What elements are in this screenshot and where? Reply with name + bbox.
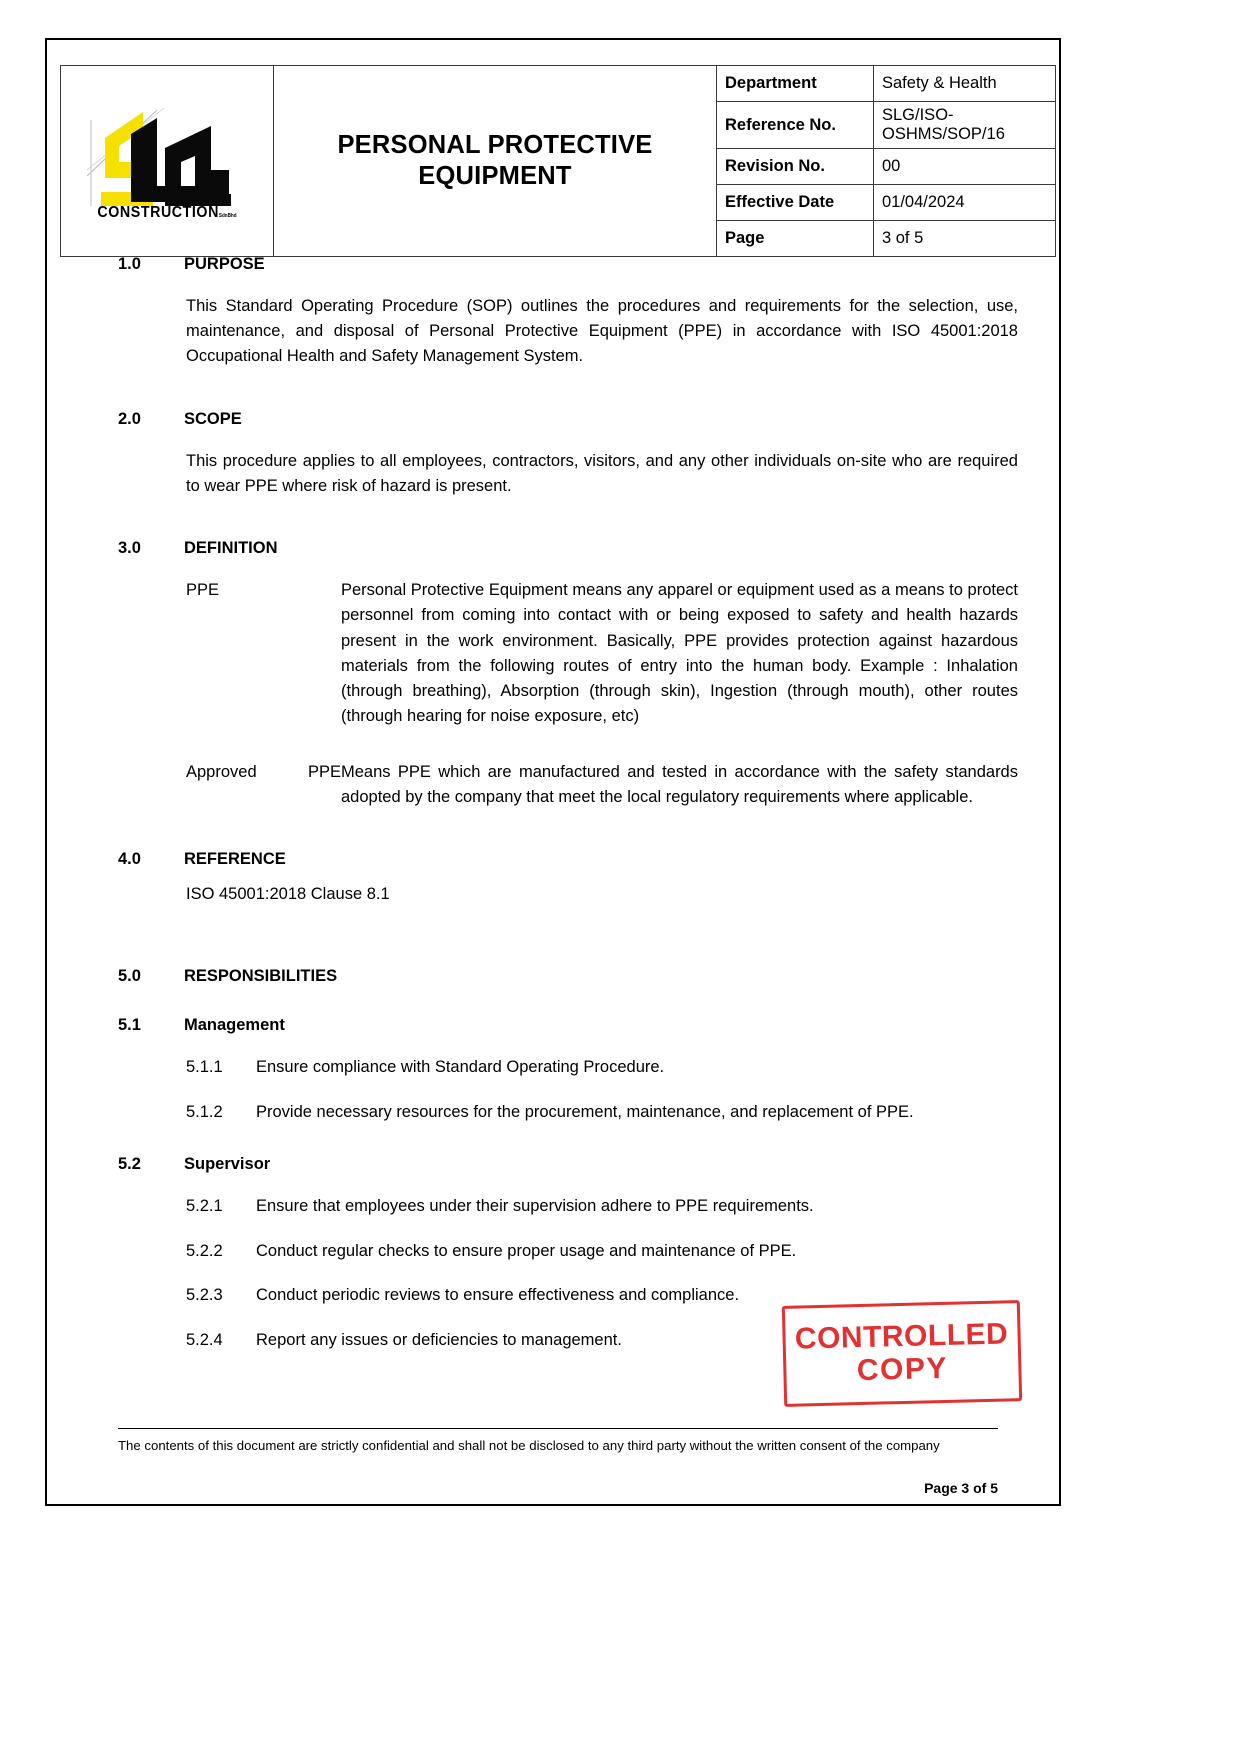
list-item-text: Ensure compliance with Standard Operating Procedure.	[256, 1058, 665, 1077]
spacer	[118, 558, 1018, 578]
section-purpose-title: PURPOSE	[184, 255, 265, 273]
header-value-reference-no: SLG/ISO-OSHMS/SOP/16	[874, 102, 1056, 149]
controlled-copy-stamp	[782, 1300, 1022, 1407]
list-item-text: Ensure that employees under their supervision adhere to PPE requirements.	[256, 1196, 814, 1215]
definition-term-ppe	[186, 578, 1018, 729]
header-value-page: 3 of 5	[874, 221, 1056, 257]
footer-page-number: Page 3 of 5	[924, 1480, 998, 1496]
section-scope-title: SCOPE	[184, 409, 242, 428]
list-item-number: 5.1.1	[186, 1058, 223, 1077]
document-title: PERSONAL PROTECTIVE EQUIPMENT	[274, 66, 717, 257]
subsection-management-heading	[118, 1016, 1018, 1035]
section-scope-number: 2.0	[118, 409, 141, 428]
section-reference-title: REFERENCE	[184, 850, 286, 869]
subsection-management-title: Management	[184, 1016, 285, 1035]
logo-wordmark-text: CONSTRUCTION	[97, 204, 219, 221]
spacer	[118, 947, 1018, 967]
spacer	[118, 1080, 1018, 1100]
definition-term-word-2: PPE	[307, 762, 341, 781]
stamp-line-1: CONTROLLED	[794, 1317, 1009, 1356]
list-item	[186, 1100, 1018, 1125]
definition-body-ppe: Personal Protective Equipment means any apparel or equipment used as a means to protect personnel from coming into contact with or being exposed to safety and health hazards present in the work environment. Basically, PPE provides protection against hazardous materials from the following routes of entry into the human body. Example : Inhalation (through breathing), Absorption (through skin), Ingestion (through mouth), other routes (through hearing for noise exposure, etc)	[341, 581, 1018, 726]
list-item	[186, 1194, 1018, 1219]
definition-term-approved-ppe	[186, 760, 1018, 810]
section-purpose-heading	[118, 255, 1018, 274]
header-value-department: Safety & Health	[874, 66, 1056, 102]
spacer	[118, 1174, 1018, 1194]
list-item-text: Conduct regular checks to ensure proper usage and maintenance of PPE.	[256, 1241, 797, 1260]
spacer	[118, 499, 1018, 539]
header-label-department: Department	[717, 66, 874, 102]
section-purpose-number: 1.0	[118, 255, 141, 273]
section-purpose-body: This Standard Operating Procedure (SOP) outlines the procedures and requirements for the selection, use, maintenance, and disposal of Personal Protective Equipment (PPE) in accordance with ISO 45001:2018 Occupational Health and Safety Management System.	[186, 297, 1018, 366]
subsection-supervisor-heading	[118, 1155, 1018, 1174]
section-responsibilities-heading	[118, 967, 1018, 986]
header-value-effective-date: 01/04/2024	[874, 185, 1056, 221]
header-label-reference-no: Reference No.	[717, 102, 874, 149]
section-responsibilities-title: RESPONSIBILITIES	[184, 967, 338, 986]
section-scope-body: This procedure applies to all employees, contractors, visitors, and any other individuals on-site who are required to wear PPE where risk of hazard is present.	[186, 451, 1018, 495]
section-definition-title: DEFINITION	[184, 539, 278, 558]
definition-term-word-1: Approved	[186, 762, 257, 781]
definition-body-approved-ppe: Means PPE which are manufactured and tested in accordance with the safety standards adopted by the company that meet the local regulatory requirements where applicable.	[341, 762, 1018, 806]
spacer	[118, 274, 1018, 294]
definition-term-label-ppe: PPE	[186, 581, 220, 600]
list-item-text: Report any issues or deficiencies to management.	[256, 1331, 622, 1350]
section-responsibilities-number: 5.0	[118, 967, 141, 986]
spacer	[118, 1125, 1018, 1155]
subsection-supervisor-title: Supervisor	[184, 1154, 271, 1173]
definition-term-label-approved-ppe	[186, 760, 341, 785]
list-item-number: 5.2.1	[186, 1196, 223, 1215]
stamp-line-2: COPY	[856, 1351, 949, 1387]
section-reference-heading	[118, 850, 1018, 869]
list-item-number: 5.2.3	[186, 1286, 223, 1305]
section-definition-number: 3.0	[118, 539, 141, 558]
spacer	[118, 986, 1018, 1016]
spacer	[118, 1035, 1018, 1055]
subsection-management-number: 5.1	[118, 1016, 141, 1035]
logo-wordmark-sub: SdnBhd	[218, 213, 237, 219]
slg-construction-logo	[69, 98, 265, 226]
list-item-number: 5.1.2	[186, 1103, 223, 1122]
list-item-number: 5.2.2	[186, 1241, 223, 1260]
spacer	[118, 869, 1018, 882]
header-value-revision-no: 00	[874, 149, 1056, 185]
list-item	[186, 1239, 1018, 1264]
spacer	[118, 429, 1018, 449]
section-reference-number: 4.0	[118, 850, 141, 869]
document-header-table	[60, 65, 1056, 257]
spacer	[118, 907, 1018, 947]
section-definition-heading	[118, 539, 1018, 558]
spacer	[118, 810, 1018, 850]
spacer	[118, 370, 1018, 410]
spacer	[118, 730, 1018, 760]
footer-confidentiality-note: The contents of this document are strictly confidential and shall not be disclosed to any third party without the written consent of the company	[118, 1438, 940, 1453]
document-body	[118, 255, 1018, 1353]
list-item	[186, 1055, 1018, 1080]
spacer	[118, 1263, 1018, 1283]
subsection-supervisor-number: 5.2	[118, 1154, 141, 1173]
section-reference-body: ISO 45001:2018 Clause 8.1	[186, 885, 390, 904]
header-label-revision-no: Revision No.	[717, 149, 874, 185]
list-item-text: Provide necessary resources for the procurement, maintenance, and replacement of PPE.	[256, 1103, 914, 1122]
company-logo-cell	[61, 66, 274, 257]
footer-divider	[118, 1428, 998, 1429]
spacer	[118, 1219, 1018, 1239]
list-item-text: Conduct periodic reviews to ensure effectiveness and compliance.	[256, 1286, 740, 1305]
list-item-number: 5.2.4	[186, 1331, 223, 1350]
header-label-effective-date: Effective Date	[717, 185, 874, 221]
header-label-page: Page	[717, 221, 874, 257]
logo-wordmark	[77, 204, 257, 222]
section-scope-heading	[118, 410, 1018, 429]
